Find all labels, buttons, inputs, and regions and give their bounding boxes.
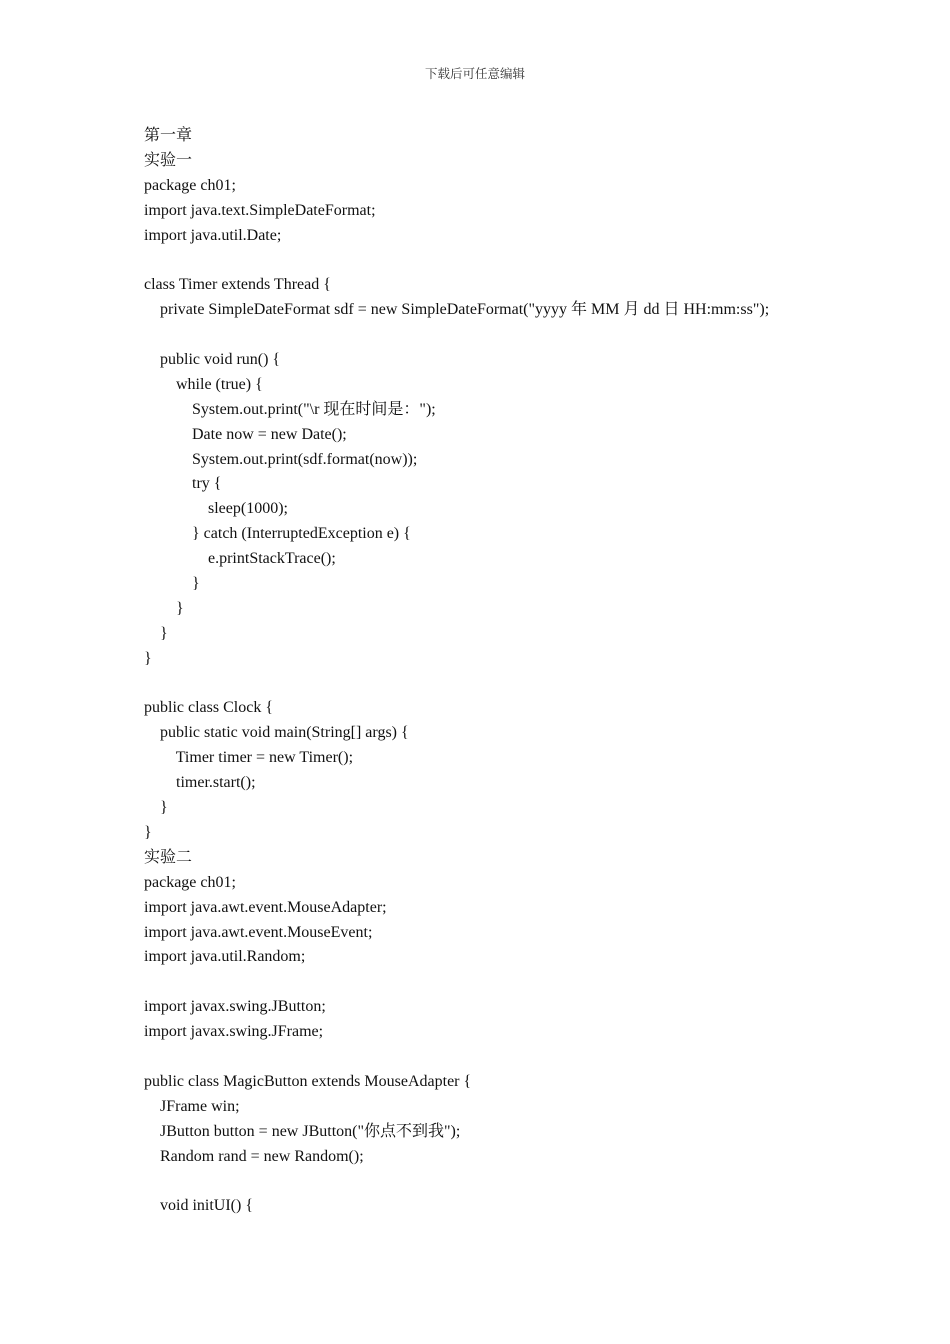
- code-line: [144, 248, 904, 273]
- experiment-1-title: 实验一: [144, 151, 193, 169]
- code-line: JFrame win;: [144, 1097, 240, 1115]
- code-line: import java.text.SimpleDateFormat;: [144, 201, 376, 219]
- code-line: import java.awt.event.MouseAdapter;: [144, 898, 387, 916]
- code-line: Date now = new Date();: [144, 425, 347, 443]
- experiment-1-code: [144, 174, 904, 846]
- code-line: class Timer extends Thread {: [144, 276, 331, 294]
- code-line: while (true) {: [144, 375, 263, 393]
- code-line: private SimpleDateFormat sdf = new SimpleDateFormat("yyyy 年 MM 月 dd 日 HH:mm:ss");: [144, 301, 770, 319]
- code-line: package ch01;: [144, 873, 236, 891]
- code-line: Random rand = new Random();: [144, 1147, 364, 1165]
- code-line: public class Clock {: [144, 699, 273, 717]
- code-line: package ch01;: [144, 176, 236, 194]
- code-line: System.out.print(sdf.format(now));: [144, 450, 418, 468]
- code-line: import javax.swing.JFrame;: [144, 1023, 324, 1041]
- code-line: timer.start();: [144, 774, 256, 792]
- code-line: try {: [144, 475, 222, 493]
- code-line: [144, 672, 904, 697]
- code-line: import java.awt.event.MouseEvent;: [144, 923, 373, 941]
- code-line: Timer timer = new Timer();: [144, 749, 354, 767]
- code-line: [144, 970, 904, 995]
- code-line: }: [144, 599, 184, 617]
- code-line: e.printStackTrace();: [144, 550, 336, 568]
- code-line: [144, 1045, 904, 1070]
- code-line: }: [144, 649, 152, 667]
- code-line: System.out.print("\r 现在时间是：");: [144, 400, 436, 418]
- document-body: [144, 124, 904, 1219]
- code-line: JButton button = new JButton("你点不到我");: [144, 1122, 461, 1140]
- code-line: [144, 323, 904, 348]
- code-line: }: [144, 799, 168, 817]
- code-line: void initUI() {: [144, 1197, 253, 1215]
- code-line: public void run() {: [144, 351, 281, 369]
- code-line: }: [144, 624, 168, 642]
- code-line: }: [144, 575, 200, 593]
- code-line: }: [144, 823, 152, 841]
- experiment-2-title: 实验二: [144, 848, 193, 866]
- code-line: import javax.swing.JButton;: [144, 998, 326, 1016]
- chapter-title: 第一章: [144, 127, 193, 144]
- code-line: public static void main(String[] args) {: [144, 724, 409, 742]
- code-line: import java.util.Random;: [144, 948, 306, 966]
- code-line: } catch (InterruptedException e) {: [144, 525, 411, 543]
- code-line: sleep(1000);: [144, 500, 288, 518]
- page-header: 下载后可任意编辑: [424, 67, 525, 81]
- code-line: [144, 1169, 904, 1194]
- code-line: import java.util.Date;: [144, 226, 282, 244]
- experiment-2-code: [144, 871, 904, 1219]
- code-line: public class MagicButton extends MouseAdapter {: [144, 1072, 472, 1090]
